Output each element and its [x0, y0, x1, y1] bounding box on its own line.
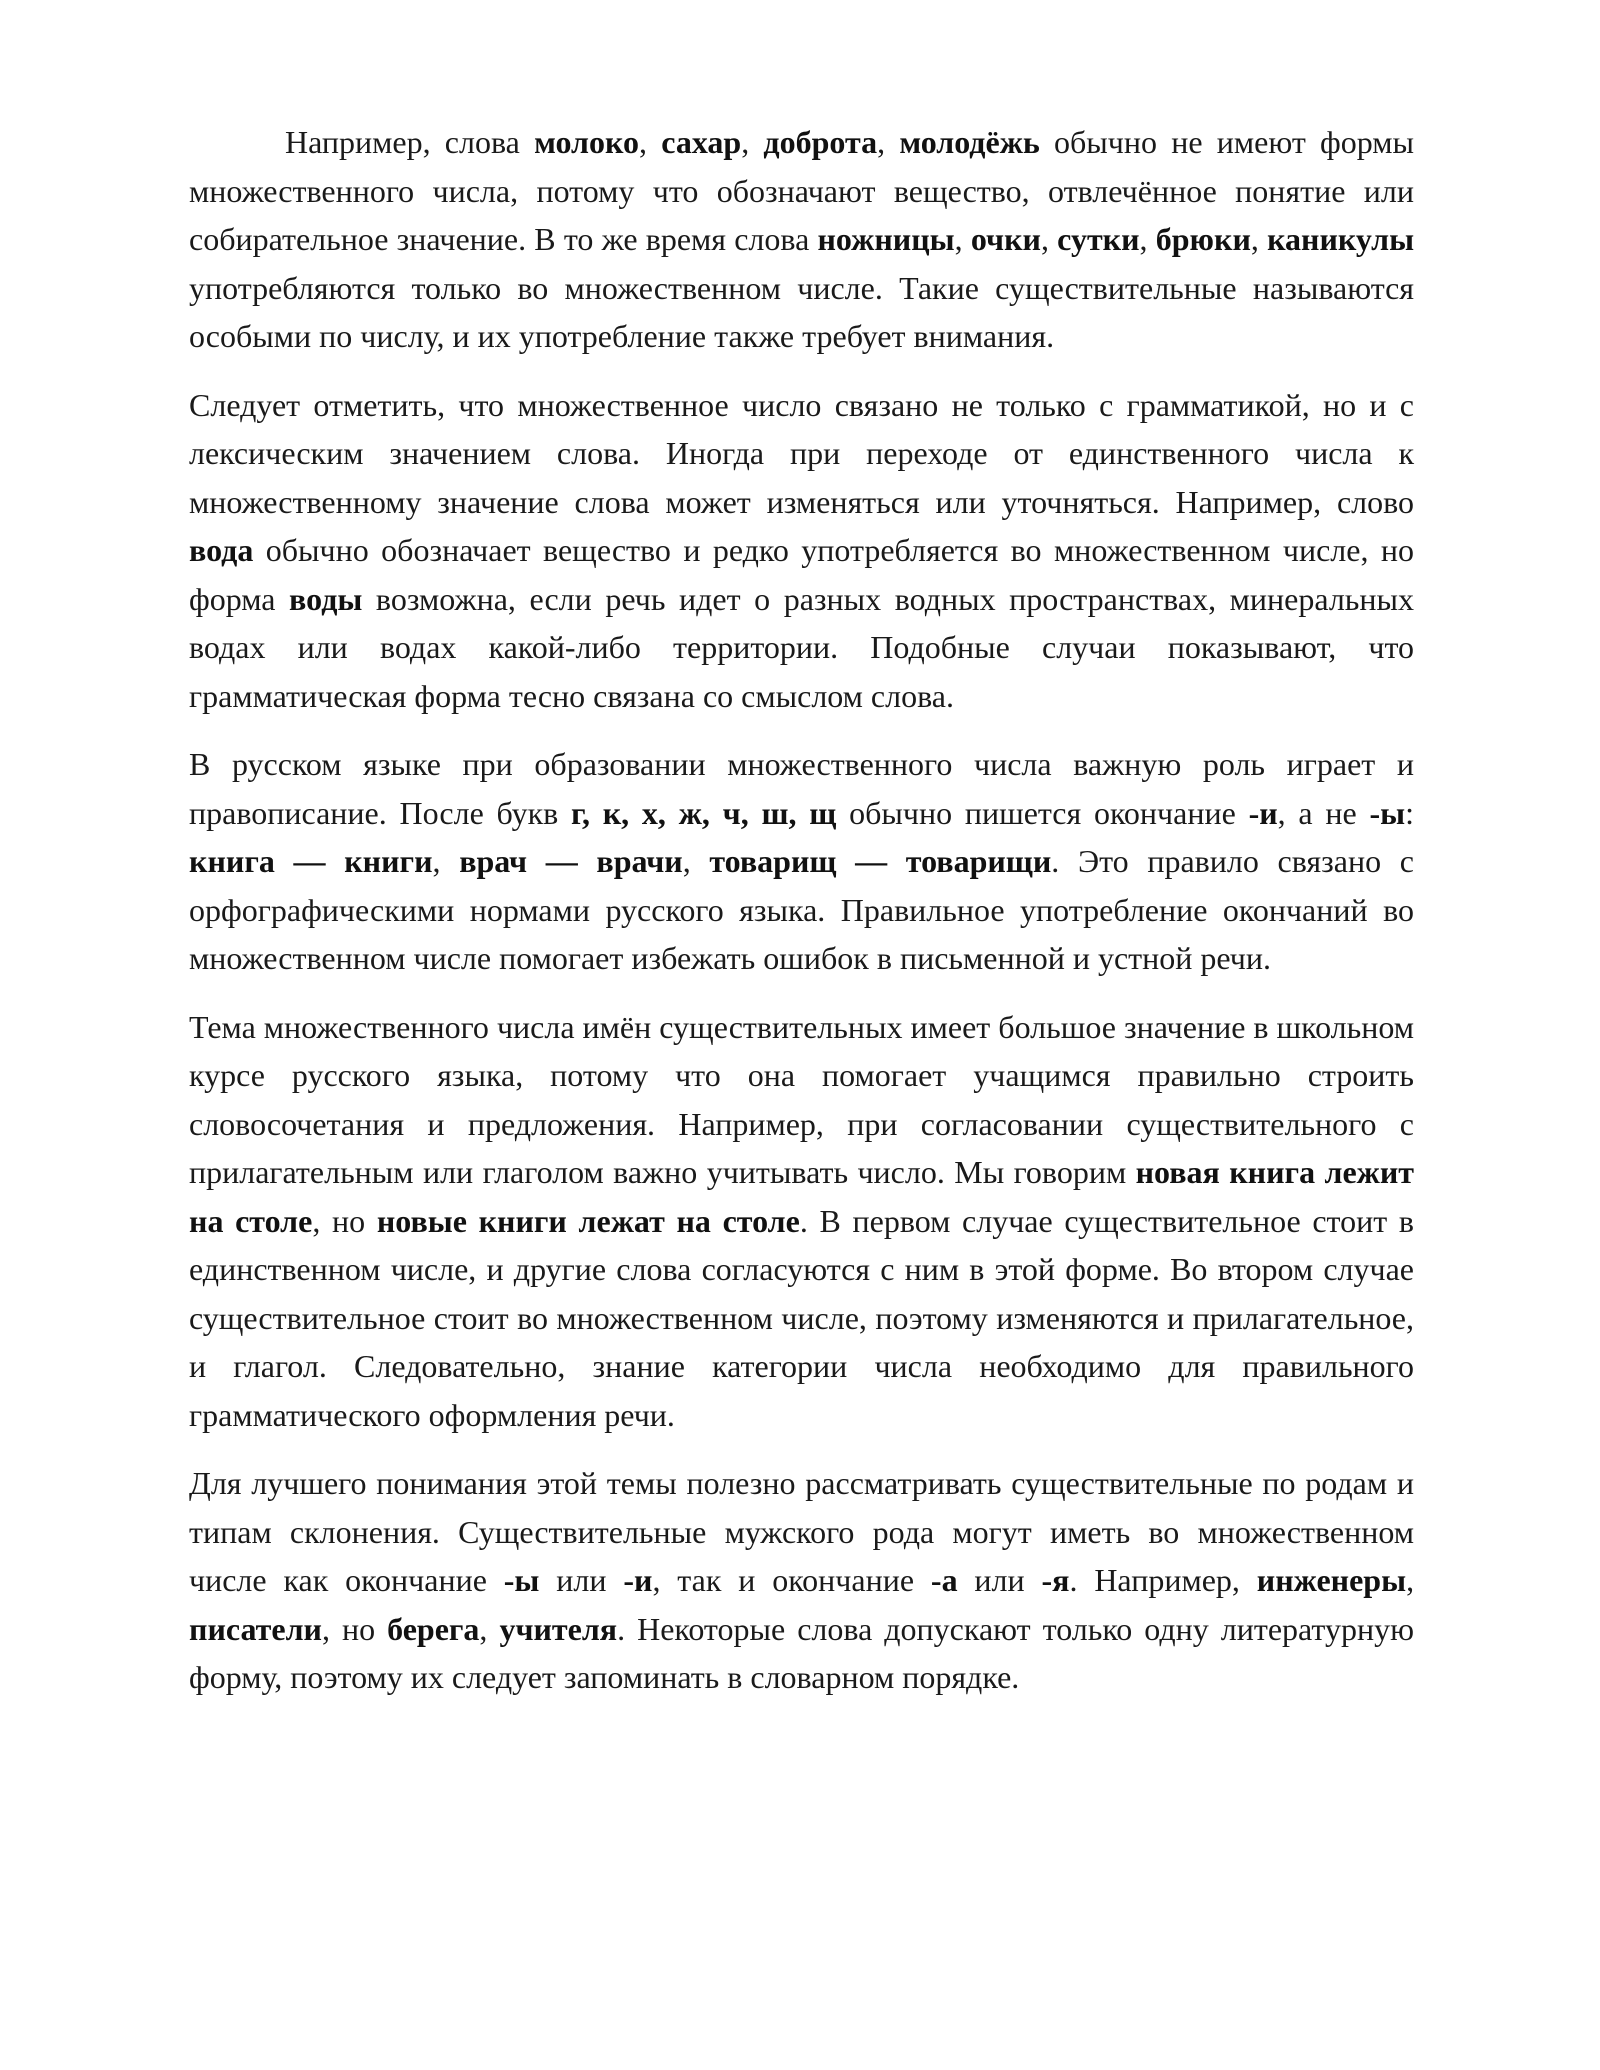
bold-term: новые книги лежат на столе	[376, 1202, 800, 1239]
text-run: обычно обозначает вещество и редко употребляется во множественном числе, но форма	[189, 532, 1414, 617]
bold-term: берега	[387, 1610, 480, 1647]
bold-term: сутки	[1057, 221, 1140, 257]
bold-term: инженеры	[1256, 1562, 1407, 1598]
paragraph-3	[189, 740, 1414, 983]
text-run: возможна, если речь идет о разных водных пространствах, минеральных водах или водах какой-либо территории. Подобные случаи показывают, что грамматическая форма тесно связана со смыслом слова.	[189, 580, 1414, 714]
bold-term: г, к, х, ж, ч, ш, щ	[571, 794, 837, 831]
text-run: . Это правило связано с орфографическими нормами русского языка. Правильное употребление окончаний во множественном числе помогает избежать ошибок в письменной и устной речи.	[189, 843, 1414, 976]
bold-term: товарищ — товарищи	[709, 843, 1052, 879]
text-run: ,	[1250, 221, 1268, 257]
bold-term: -ы	[1369, 794, 1406, 831]
text-run: ,	[1406, 1562, 1415, 1598]
text-run: ,	[479, 1610, 500, 1647]
bold-term: воды	[289, 580, 363, 617]
bold-term: -а	[930, 1562, 958, 1598]
text-run: Следует отметить, что множественное число связано не только с грамматикой, но и с лексическим значением слова. Иногда при переходе от единственного числа к множественному значение слова может изменяться или уточняться. Например, слово	[189, 386, 1414, 520]
bold-term: -и	[1248, 794, 1278, 831]
bold-term: молодёжь	[899, 124, 1040, 160]
text-run: . Некоторые слова допускают только одну литературную форму, поэтому их следует запоминать в словарном порядке.	[189, 1610, 1415, 1695]
text-run: , но	[312, 1202, 377, 1239]
text-run: ,	[877, 124, 900, 160]
text-run: ,	[682, 843, 710, 879]
text-run: ,	[432, 843, 460, 879]
bold-term: брюки	[1155, 221, 1251, 257]
text-run: , так и окончание	[652, 1562, 931, 1598]
paragraph-4	[189, 1003, 1414, 1440]
bold-term: новая книга лежит на столе	[189, 1154, 1415, 1239]
paragraph-2	[189, 381, 1414, 721]
text-run: , но	[321, 1610, 388, 1647]
text-run: ,	[1139, 221, 1156, 257]
text-run: , а не	[1277, 794, 1370, 831]
bold-term: доброта	[763, 124, 878, 160]
text-run: или	[957, 1562, 1042, 1598]
document-page	[189, 118, 1414, 1722]
text-run: . В первом случае существительное стоит в единственном числе, и другие слова согласуются с ним в этой форме. Во втором случае существительное стоит во множественном числе, поэтому изменяются и прилагательное, и глагол. Следовательно, знание категории числа необходимо для правильного грамматического оформления речи.	[189, 1202, 1415, 1433]
bold-term: сахар	[661, 124, 742, 160]
bold-term: молоко	[534, 124, 640, 160]
text-run: или	[539, 1562, 624, 1598]
bold-term: писатели	[189, 1610, 322, 1647]
paragraph-1	[189, 118, 1414, 361]
bold-term: учителя	[499, 1610, 618, 1647]
paragraph-5	[189, 1459, 1414, 1702]
bold-term: книга — книги	[189, 843, 433, 879]
bold-term: вода	[189, 532, 254, 568]
text-run: ,	[639, 124, 662, 160]
text-run: обычно не имеют формы множественного числа, потому что обозначают вещество, отвлечённое понятие или собирательное значение. В то же время слова	[189, 124, 1415, 257]
bold-term: ножницы	[817, 221, 955, 257]
text-run: обычно пишется окончание	[836, 794, 1249, 831]
text-run: ,	[1040, 221, 1058, 257]
bold-term: очки	[970, 221, 1041, 257]
text-run: Для лучшего понимания этой темы полезно рассматривать существительные по родам и типам склонения. Существительные мужского рода могут иметь во множественном числе как окончание	[189, 1465, 1414, 1598]
text-run: Например, слова	[285, 124, 535, 160]
bold-term: -ы	[503, 1562, 540, 1598]
text-run: . Например,	[1069, 1562, 1257, 1598]
bold-term: каникулы	[1267, 221, 1415, 257]
text-run: :	[1405, 794, 1415, 831]
text-run: ,	[954, 221, 971, 257]
text-run: В русском языке при образовании множественного числа важную роль играет и правописание. После букв	[189, 746, 1414, 831]
text-run: употребляются только во множественном числе. Такие существительные называются особыми по числу, и их употребление также требует внимания.	[189, 269, 1414, 354]
bold-term: врач — врачи	[459, 843, 683, 879]
bold-term: -и	[623, 1562, 653, 1598]
text-run: ,	[741, 124, 764, 160]
bold-term: -я	[1041, 1562, 1070, 1598]
text-run: Тема множественного числа имён существительных имеет большое значение в школьном курсе русского языка, потому что она помогает учащимся правильно строить словосочетания и предложения. Например, при согласовании существительного с прилагательным или глаголом важно учитывать число. Мы говорим	[189, 1008, 1414, 1190]
